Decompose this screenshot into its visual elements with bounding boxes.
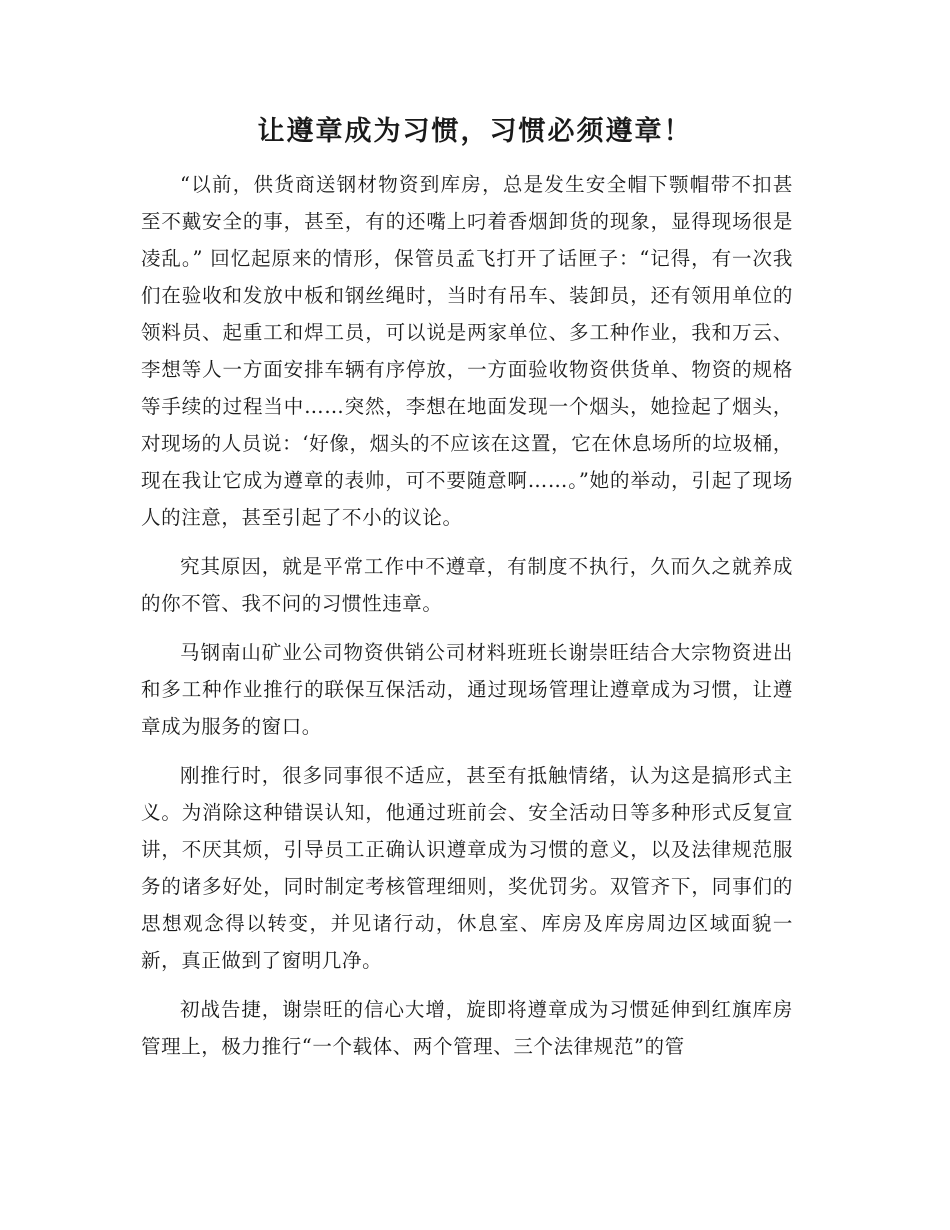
document-title: 让遵章成为习惯，习惯必须遵章！ (257, 116, 693, 147)
paragraph-5: 初战告捷，谢崇旺的信心大增，旋即将遵章成为习惯延伸到红旗库房管理上，极力推行“一个载体、两个管理、三个法律规范”的管 (141, 998, 793, 1058)
paragraph-2: 究其原因，就是平常工作中不遵章，有制度不执行，久而久之就养成的你不管、我不问的习惯性违章。 (141, 555, 793, 615)
paragraph-1: “以前，供货商送钢材物资到库房，总是发生安全帽下颚帽带不扣甚至不戴安全的事，甚至，有的还嘴上叼着香烟卸货的现象，显得现场很是凌乱。” 回忆起原来的情形，保管员孟飞打开了话匣子：“记得，有一次我们在验收和发放中板和钢丝绳时，当时有吊车、装卸员，还有领用单位的领料员、起重工和焊工员，可以说是两家单位、多工种作业，我和万云、李想等人一方面安排车辆有序停放，一方面验收物资供货单、物资的规格等手续的过程当中……突然，李想在地面发现一个烟头，她捡起了烟头，对现场的人员说：‘好像，烟头的不应该在这置，它在休息场所的垃圾桶，现在我让它成为遵章的表帅，可不要随意啊……。”她的举动，引起了现场人的注意，甚至引起了不小的议论。 (141, 173, 793, 529)
paragraph-3: 马钢南山矿业公司物资供销公司材料班班长谢崇旺结合大宗物资进出和多工种作业推行的联保互保活动，通过现场管理让遵章成为习惯，让遵章成为服务的窗口。 (141, 641, 793, 738)
paragraph-4: 刚推行时，很多同事很不适应，甚至有抵触情绪，认为这是搞形式主义。为消除这种错误认知，他通过班前会、安全活动日等多种形式反复宣讲，不厌其烦，引导员工正确认识遵章成为习惯的意义，以及法律规范服务的诸多好处，同时制定考核管理细则，奖优罚劣。双管齐下，同事们的思想观念得以转变，并见诸行动，休息室、库房及库房周边区域面貌一新，真正做到了窗明几净。 (141, 764, 793, 972)
document-body (141, 166, 793, 1077)
